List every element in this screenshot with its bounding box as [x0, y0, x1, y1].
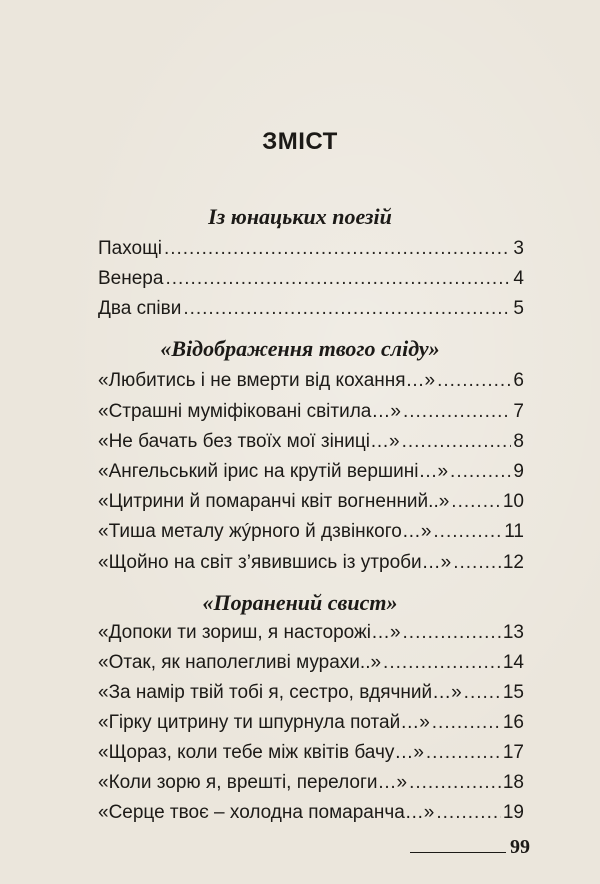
toc-entry — [98, 741, 524, 765]
section-title-1: Із юнацьких поезій — [208, 204, 392, 229]
toc-entry — [98, 551, 524, 575]
entry-page-number: 15 — [502, 682, 524, 703]
toc-entry — [98, 651, 524, 675]
dot-leader — [403, 400, 511, 424]
toc-entry — [98, 237, 524, 261]
dot-leader — [451, 490, 501, 514]
dot-leader — [453, 551, 501, 575]
entry-page-number: 17 — [502, 742, 524, 763]
entry-title: «Любитись і не вмерти від кохання…» — [98, 370, 436, 391]
entry-title: «Допоки ти зориш, я насторожі…» — [98, 622, 401, 643]
toc-entry — [98, 430, 524, 454]
toc-entry — [98, 297, 524, 321]
entry-page-number: 14 — [502, 652, 524, 673]
toc-entry — [98, 460, 524, 484]
toc-entry — [98, 711, 524, 735]
entry-page-number: 9 — [513, 461, 524, 482]
entry-title: «Не бачать без твоїх мої зіниці…» — [98, 431, 400, 452]
entry-page-number: 3 — [513, 238, 524, 259]
toc-entry — [98, 490, 524, 514]
section-title-2: «Відображення твого сліду» — [160, 336, 440, 361]
entry-title: «Серце твоє – холодна помаранча…» — [98, 802, 435, 823]
dot-leader — [436, 801, 501, 825]
toc-entry — [98, 801, 524, 825]
entry-page-number: 16 — [502, 712, 524, 733]
entry-page-number: 7 — [513, 401, 524, 422]
dot-leader — [403, 621, 501, 645]
entry-page-number: 11 — [504, 521, 524, 542]
entry-title: «Коли зорю я, врешті, перелоги…» — [98, 772, 408, 793]
dot-leader — [409, 771, 501, 795]
dot-leader — [183, 297, 511, 321]
entry-title: «Щораз, коли тебе між квітів бачу…» — [98, 742, 424, 763]
toc-entry — [98, 771, 524, 795]
entry-page-number: 18 — [502, 772, 524, 793]
entry-page-number: 5 — [513, 298, 524, 319]
toc-entry — [98, 520, 524, 544]
entry-title: «Тиша металу жýрного й дзвінкого…» — [98, 521, 432, 542]
entry-title: «Ангельський ірис на крутій вершині…» — [98, 461, 449, 482]
toc-entry — [98, 400, 524, 424]
dot-leader — [437, 369, 511, 393]
entry-title: «За намір твій тобі я, сестро, вдячний…» — [98, 682, 462, 703]
dot-leader — [165, 267, 511, 291]
toc-entry — [98, 369, 524, 393]
dot-leader — [464, 681, 501, 705]
entry-page-number: 6 — [513, 370, 524, 391]
dot-leader — [433, 520, 502, 544]
dot-leader — [402, 430, 512, 454]
entry-page-number: 8 — [513, 431, 524, 452]
entry-title: «Гірку цитрину ти шпурнула потай…» — [98, 712, 430, 733]
dot-leader — [164, 237, 511, 261]
entry-page-number: 12 — [502, 552, 524, 573]
dot-leader — [426, 741, 501, 765]
entry-title: «Щойно на світ з’явившись із утроби…» — [98, 552, 452, 573]
dot-leader — [432, 711, 501, 735]
section-title-3: «Поранений свист» — [202, 590, 398, 615]
entry-title: «Цитрини й помаранчі квіт вогненний..» — [98, 491, 450, 512]
toc-entry — [98, 621, 524, 645]
entry-title: Пахощі — [98, 238, 162, 259]
entry-page-number: 13 — [502, 622, 524, 643]
entry-page-number: 10 — [502, 491, 524, 512]
entry-page-number: 4 — [513, 268, 524, 289]
toc-title: ЗМІСТ — [262, 128, 338, 155]
page-number: 99 — [510, 836, 530, 858]
entry-title: «Страшні муміфіковані світила…» — [98, 401, 401, 422]
toc-entry — [98, 267, 524, 291]
entry-title: Два співи — [98, 298, 182, 319]
entry-page-number: 19 — [502, 802, 524, 823]
folio-rule — [410, 852, 506, 853]
toc-entry — [98, 681, 524, 705]
entry-title: «Отак, як наполегливі мурахи..» — [98, 652, 382, 673]
dot-leader — [450, 460, 511, 484]
dot-leader — [383, 651, 501, 675]
entry-title: Венера — [98, 268, 164, 289]
